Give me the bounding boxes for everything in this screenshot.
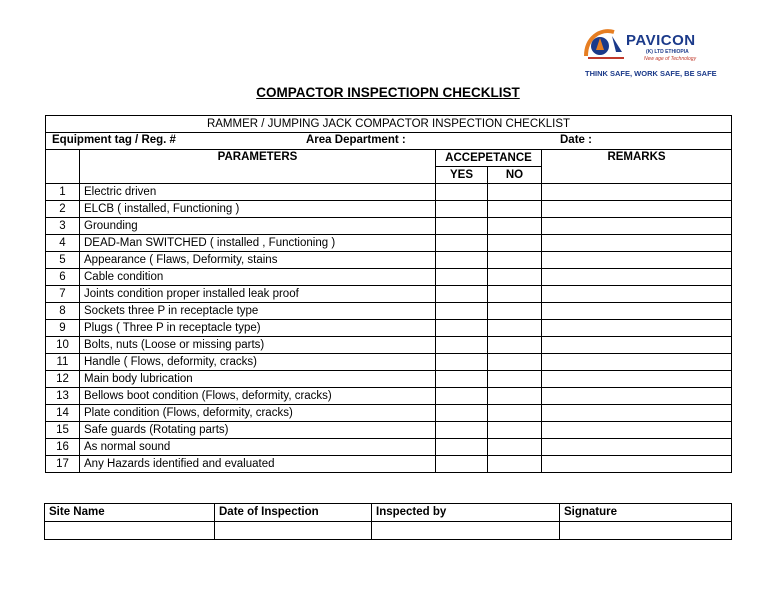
acceptance-header: ACCEPETANCE	[436, 150, 542, 167]
checklist-row	[46, 371, 732, 388]
checklist-table	[45, 115, 732, 473]
yes-cell[interactable]	[436, 405, 488, 422]
item-number: 12	[46, 371, 80, 388]
checklist-header-row	[46, 116, 732, 133]
item-number: 8	[46, 303, 80, 320]
remarks-cell[interactable]	[542, 405, 732, 422]
yes-cell[interactable]	[436, 354, 488, 371]
yes-cell[interactable]	[436, 286, 488, 303]
yes-cell[interactable]	[436, 337, 488, 354]
remarks-cell[interactable]	[542, 252, 732, 269]
no-cell[interactable]	[488, 286, 542, 303]
checklist-row	[46, 286, 732, 303]
item-number: 9	[46, 320, 80, 337]
checklist-row	[46, 439, 732, 456]
signature-label: Signature	[560, 504, 732, 522]
remarks-cell[interactable]	[542, 184, 732, 201]
yes-cell[interactable]	[436, 218, 488, 235]
item-number: 16	[46, 439, 80, 456]
yes-cell[interactable]	[436, 252, 488, 269]
number-header	[46, 150, 80, 184]
meta-row	[46, 133, 732, 150]
item-number: 2	[46, 201, 80, 218]
item-number: 7	[46, 286, 80, 303]
checklist-row	[46, 303, 732, 320]
site-name-field[interactable]	[45, 522, 215, 540]
page-title: COMPACTOR INSPECTIOPN CHECKLIST	[256, 85, 520, 100]
no-cell[interactable]	[488, 422, 542, 439]
company-logo	[582, 26, 732, 82]
no-cell[interactable]	[488, 184, 542, 201]
inspected-by-label: Inspected by	[372, 504, 560, 522]
no-header: NO	[488, 167, 542, 184]
item-parameter: Bolts, nuts (Loose or missing parts)	[80, 337, 436, 354]
item-parameter: Cable condition	[80, 269, 436, 286]
item-parameter: Sockets three P in receptacle type	[80, 303, 436, 320]
parameters-header: PARAMETERS	[80, 150, 436, 184]
item-parameter: Safe guards (Rotating parts)	[80, 422, 436, 439]
item-number: 4	[46, 235, 80, 252]
checklist-row	[46, 201, 732, 218]
logo-slogan: THINK SAFE, WORK SAFE, BE SAFE	[585, 69, 717, 78]
no-cell[interactable]	[488, 269, 542, 286]
no-cell[interactable]	[488, 439, 542, 456]
meta-cell	[46, 133, 732, 150]
item-parameter: Grounding	[80, 218, 436, 235]
yes-cell[interactable]	[436, 371, 488, 388]
checklist-row	[46, 218, 732, 235]
yes-cell[interactable]	[436, 303, 488, 320]
checklist-row	[46, 252, 732, 269]
checklist-row	[46, 184, 732, 201]
checklist-row	[46, 320, 732, 337]
logo-brand: PAVICON	[626, 32, 696, 49]
item-number: 5	[46, 252, 80, 269]
yes-cell[interactable]	[436, 269, 488, 286]
remarks-cell[interactable]	[542, 218, 732, 235]
remarks-cell[interactable]	[542, 354, 732, 371]
checklist-row	[46, 456, 732, 473]
logo-tagline: New age of Technology	[644, 56, 697, 62]
footer-label-row	[45, 504, 732, 522]
item-number: 17	[46, 456, 80, 473]
no-cell[interactable]	[488, 320, 542, 337]
no-cell[interactable]	[488, 252, 542, 269]
no-cell[interactable]	[488, 456, 542, 473]
signature-field[interactable]	[560, 522, 732, 540]
item-number: 15	[46, 422, 80, 439]
remarks-cell[interactable]	[542, 439, 732, 456]
pavicon-emblem-icon	[582, 26, 628, 62]
yes-cell[interactable]	[436, 320, 488, 337]
yes-cell[interactable]	[436, 201, 488, 218]
remarks-cell[interactable]	[542, 371, 732, 388]
no-cell[interactable]	[488, 354, 542, 371]
yes-cell[interactable]	[436, 388, 488, 405]
checklist-row	[46, 337, 732, 354]
checklist-row	[46, 405, 732, 422]
item-parameter: Main body lubrication	[80, 371, 436, 388]
yes-cell[interactable]	[436, 439, 488, 456]
inspected-by-field[interactable]	[372, 522, 560, 540]
item-parameter: Any Hazards identified and evaluated	[80, 456, 436, 473]
checklist-row	[46, 269, 732, 286]
no-cell[interactable]	[488, 388, 542, 405]
item-parameter: Plate condition (Flows, deformity, cracks)	[80, 405, 436, 422]
no-cell[interactable]	[488, 235, 542, 252]
no-cell[interactable]	[488, 218, 542, 235]
date-label: Date :	[560, 134, 592, 146]
item-parameter: As normal sound	[80, 439, 436, 456]
remarks-cell[interactable]	[542, 320, 732, 337]
item-number: 11	[46, 354, 80, 371]
yes-cell[interactable]	[436, 235, 488, 252]
item-number: 10	[46, 337, 80, 354]
item-number: 3	[46, 218, 80, 235]
checklist-header: RAMMER / JUMPING JACK COMPACTOR INSPECTION CHECKLIST	[46, 116, 732, 133]
item-parameter: Plugs ( Three P in receptacle type)	[80, 320, 436, 337]
remarks-cell[interactable]	[542, 201, 732, 218]
remarks-cell[interactable]	[542, 286, 732, 303]
yes-header: YES	[436, 167, 488, 184]
checklist-row	[46, 354, 732, 371]
item-number: 14	[46, 405, 80, 422]
remarks-cell[interactable]	[542, 337, 732, 354]
checklist-row	[46, 235, 732, 252]
column-header-row	[46, 150, 732, 167]
checklist-row	[46, 388, 732, 405]
yes-cell[interactable]	[436, 184, 488, 201]
item-number: 13	[46, 388, 80, 405]
date-of-inspection-field[interactable]	[215, 522, 372, 540]
item-parameter: Joints condition proper installed leak proof	[80, 286, 436, 303]
inspection-footer-table	[44, 503, 732, 540]
item-parameter: Electric driven	[80, 184, 436, 201]
remarks-cell[interactable]	[542, 456, 732, 473]
item-parameter: Bellows boot condition (Flows, deformity, cracks)	[80, 388, 436, 405]
no-cell[interactable]	[488, 405, 542, 422]
checklist-row	[46, 422, 732, 439]
no-cell[interactable]	[488, 303, 542, 320]
item-number: 1	[46, 184, 80, 201]
remarks-cell[interactable]	[542, 269, 732, 286]
no-cell[interactable]	[488, 371, 542, 388]
equipment-tag-label: Equipment tag / Reg. #	[52, 134, 176, 146]
item-parameter: DEAD-Man SWITCHED ( installed , Functioning )	[80, 235, 436, 252]
yes-cell[interactable]	[436, 422, 488, 439]
item-parameter: Appearance ( Flaws, Deformity, stains	[80, 252, 436, 269]
remarks-cell[interactable]	[542, 388, 732, 405]
date-of-inspection-label: Date of Inspection	[215, 504, 372, 522]
logo-subtitle: (K) LTD ETHIOPIA	[646, 49, 689, 55]
item-number: 6	[46, 269, 80, 286]
remarks-cell[interactable]	[542, 303, 732, 320]
remarks-header: REMARKS	[542, 150, 732, 184]
yes-cell[interactable]	[436, 456, 488, 473]
area-department-label: Area Department :	[306, 134, 406, 146]
no-cell[interactable]	[488, 201, 542, 218]
no-cell[interactable]	[488, 337, 542, 354]
site-name-label: Site Name	[45, 504, 215, 522]
item-parameter: ELCB ( installed, Functioning )	[80, 201, 436, 218]
item-parameter: Handle ( Flows, deformity, cracks)	[80, 354, 436, 371]
footer-input-row	[45, 522, 732, 540]
remarks-cell[interactable]	[542, 422, 732, 439]
remarks-cell[interactable]	[542, 235, 732, 252]
